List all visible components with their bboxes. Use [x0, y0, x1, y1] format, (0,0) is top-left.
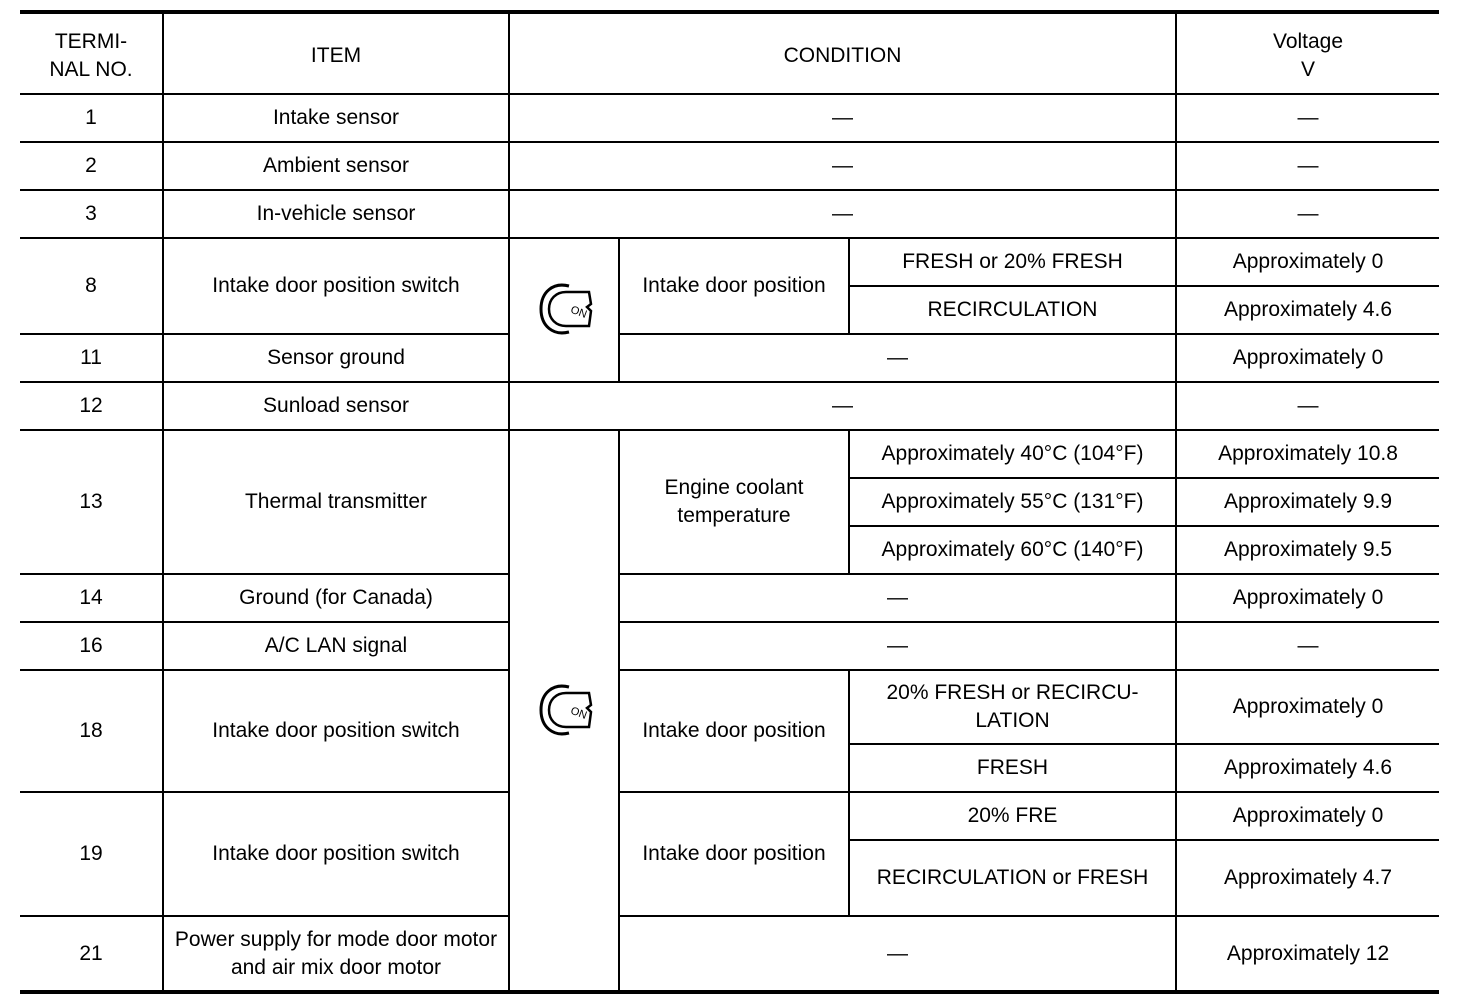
terminal-number: 16: [20, 622, 163, 670]
header-voltage: Voltage V: [1176, 12, 1439, 94]
table-row: [20, 142, 1439, 190]
terminal-number: 3: [20, 190, 163, 238]
voltage: Approximately 9.5: [1176, 526, 1439, 574]
terminal-number: 18: [20, 670, 163, 792]
ignition-on-cell: [509, 430, 619, 992]
item-name: Sensor ground: [163, 334, 509, 382]
table-row: [20, 382, 1439, 430]
condition-state: 20% FRE: [849, 792, 1176, 840]
voltage: Approximately 4.7: [1176, 840, 1439, 916]
table-row: [20, 670, 1439, 744]
header-terminal-no: TERMI- NAL NO.: [20, 12, 163, 94]
condition: —: [509, 94, 1176, 142]
table-row: [20, 94, 1439, 142]
voltage: —: [1176, 142, 1439, 190]
terminal-number: 8: [20, 238, 163, 334]
ignition-key-on-icon: [529, 278, 599, 342]
terminal-number: 19: [20, 792, 163, 916]
condition-state: 20% FRESH or RECIRCU-LATION: [849, 670, 1176, 744]
terminal-voltage-table: [20, 10, 1439, 994]
voltage: Approximately 12: [1176, 916, 1439, 992]
item-name: Intake door position switch: [163, 670, 509, 792]
terminal-number: 14: [20, 574, 163, 622]
svg-text:ON: ON: [568, 303, 589, 321]
ignition-on-cell: [509, 238, 619, 382]
voltage: Approximately 4.6: [1176, 286, 1439, 334]
table-row: [20, 622, 1439, 670]
item-name: Sunload sensor: [163, 382, 509, 430]
condition-type: Intake door position: [619, 670, 849, 792]
item-name: In-vehicle sensor: [163, 190, 509, 238]
item-name: A/C LAN signal: [163, 622, 509, 670]
item-name: Thermal transmitter: [163, 430, 509, 574]
condition: —: [619, 574, 1176, 622]
terminal-number: 1: [20, 94, 163, 142]
item-name: Power supply for mode door motor and air mix door motor: [163, 916, 509, 992]
item-name: Intake door position switch: [163, 238, 509, 334]
voltage: Approximately 0: [1176, 670, 1439, 744]
voltage: Approximately 4.6: [1176, 744, 1439, 792]
item-name: Intake sensor: [163, 94, 509, 142]
condition: —: [619, 916, 1176, 992]
condition: —: [509, 142, 1176, 190]
voltage: Approximately 0: [1176, 334, 1439, 382]
voltage: Approximately 9.9: [1176, 478, 1439, 526]
condition-state: Approximately 60°C (140°F): [849, 526, 1176, 574]
terminal-number: 12: [20, 382, 163, 430]
condition-state: FRESH or 20% FRESH: [849, 238, 1176, 286]
voltage: —: [1176, 622, 1439, 670]
table-row: [20, 574, 1439, 622]
condition: —: [619, 622, 1176, 670]
voltage: —: [1176, 382, 1439, 430]
condition: —: [509, 382, 1176, 430]
table-row: [20, 430, 1439, 478]
condition-state: Approximately 40°C (104°F): [849, 430, 1176, 478]
svg-text:ON: ON: [568, 704, 589, 722]
voltage: Approximately 0: [1176, 574, 1439, 622]
table-row: [20, 792, 1439, 840]
table-row: [20, 238, 1439, 286]
terminal-number: 13: [20, 430, 163, 574]
voltage: Approximately 10.8: [1176, 430, 1439, 478]
voltage: —: [1176, 190, 1439, 238]
table-row: [20, 190, 1439, 238]
item-name: Ambient sensor: [163, 142, 509, 190]
condition-type: Intake door position: [619, 792, 849, 916]
ignition-key-on-icon: [529, 679, 599, 743]
condition: —: [509, 190, 1176, 238]
table-row: [20, 334, 1439, 382]
condition-type: Engine coolant temperature: [619, 430, 849, 574]
header-item: ITEM: [163, 12, 509, 94]
item-name: Ground (for Canada): [163, 574, 509, 622]
condition: —: [619, 334, 1176, 382]
condition-type: Intake door position: [619, 238, 849, 334]
terminal-number: 2: [20, 142, 163, 190]
condition-state: FRESH: [849, 744, 1176, 792]
condition-state: RECIRCULATION or FRESH: [849, 840, 1176, 916]
voltage: Approximately 0: [1176, 792, 1439, 840]
voltage: Approximately 0: [1176, 238, 1439, 286]
voltage: —: [1176, 94, 1439, 142]
table-row: [20, 916, 1439, 992]
terminal-number: 11: [20, 334, 163, 382]
header-condition: CONDITION: [509, 12, 1176, 94]
item-name: Intake door position switch: [163, 792, 509, 916]
condition-state: RECIRCULATION: [849, 286, 1176, 334]
condition-state: Approximately 55°C (131°F): [849, 478, 1176, 526]
header-row: [20, 12, 1439, 94]
terminal-number: 21: [20, 916, 163, 992]
